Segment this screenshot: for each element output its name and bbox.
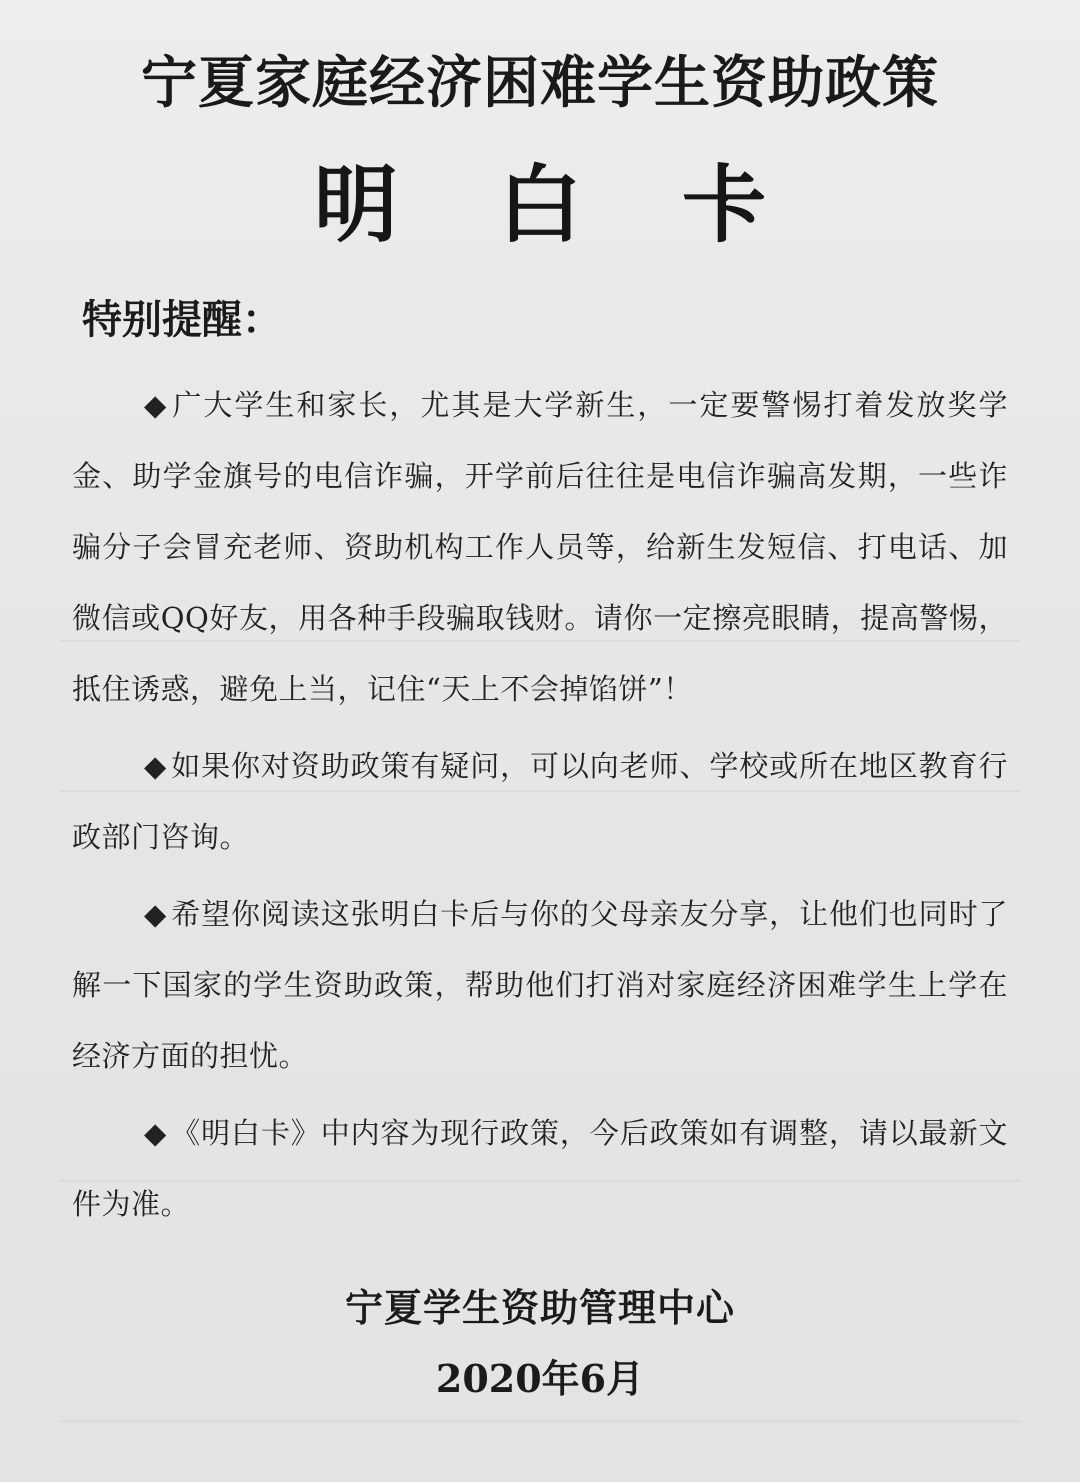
reminder-paragraph [72,731,1008,873]
paper-bleed-line [60,1420,1020,1422]
reminder-paragraph-text: 《明白卡》中内容为现行政策，今后政策如有调整，请以最新文件为准。 [72,1116,1008,1221]
document-title: 宁夏家庭经济困难学生资助政策 [141,50,939,116]
document-subtitle: 明白卡 [313,155,866,254]
issue-date: 2020年6月 [435,1356,645,1401]
bullet-diamond-icon: ◆ [144,897,168,931]
issuer-name: 宁夏学生资助管理中心 [344,1286,735,1330]
reminder-paragraph-text: 希望你阅读这张明白卡后与你的父母亲友分享，让他们也同时了解一下国家的学生资助政策，帮助他们打消对家庭经济困难学生上学在经济方面的担忧。 [72,897,1008,1073]
bullet-diamond-icon: ◆ [144,388,169,422]
reminder-paragraph [72,1098,1008,1240]
bullet-diamond-icon: ◆ [144,1116,168,1150]
reminder-paragraph-text: 广大学生和家长，尤其是大学新生，一定要警惕打着发放奖学金、助学金旗号的电信诈骗，开学前后往往是电信诈骗高发期，一些诈骗分子会冒充老师、资助机构工作人员等，给新生发短信、打电话、加微信或QQ好友，用各种手段骗取钱财。请你一定擦亮眼睛，提高警惕，抵住诱惑，避免上当，记住“天上不会掉馅饼”！ [72,388,1008,706]
bullet-diamond-icon: ◆ [144,749,168,783]
reminder-heading: 特别提醒： [82,297,282,343]
reminder-paragraph [72,370,1008,725]
reminder-paragraph [72,879,1008,1092]
reminder-list [72,370,1008,1246]
reminder-paragraph-text: 如果你对资助政策有疑问，可以向老师、学校或所在地区教育行政部门咨询。 [72,749,1008,854]
